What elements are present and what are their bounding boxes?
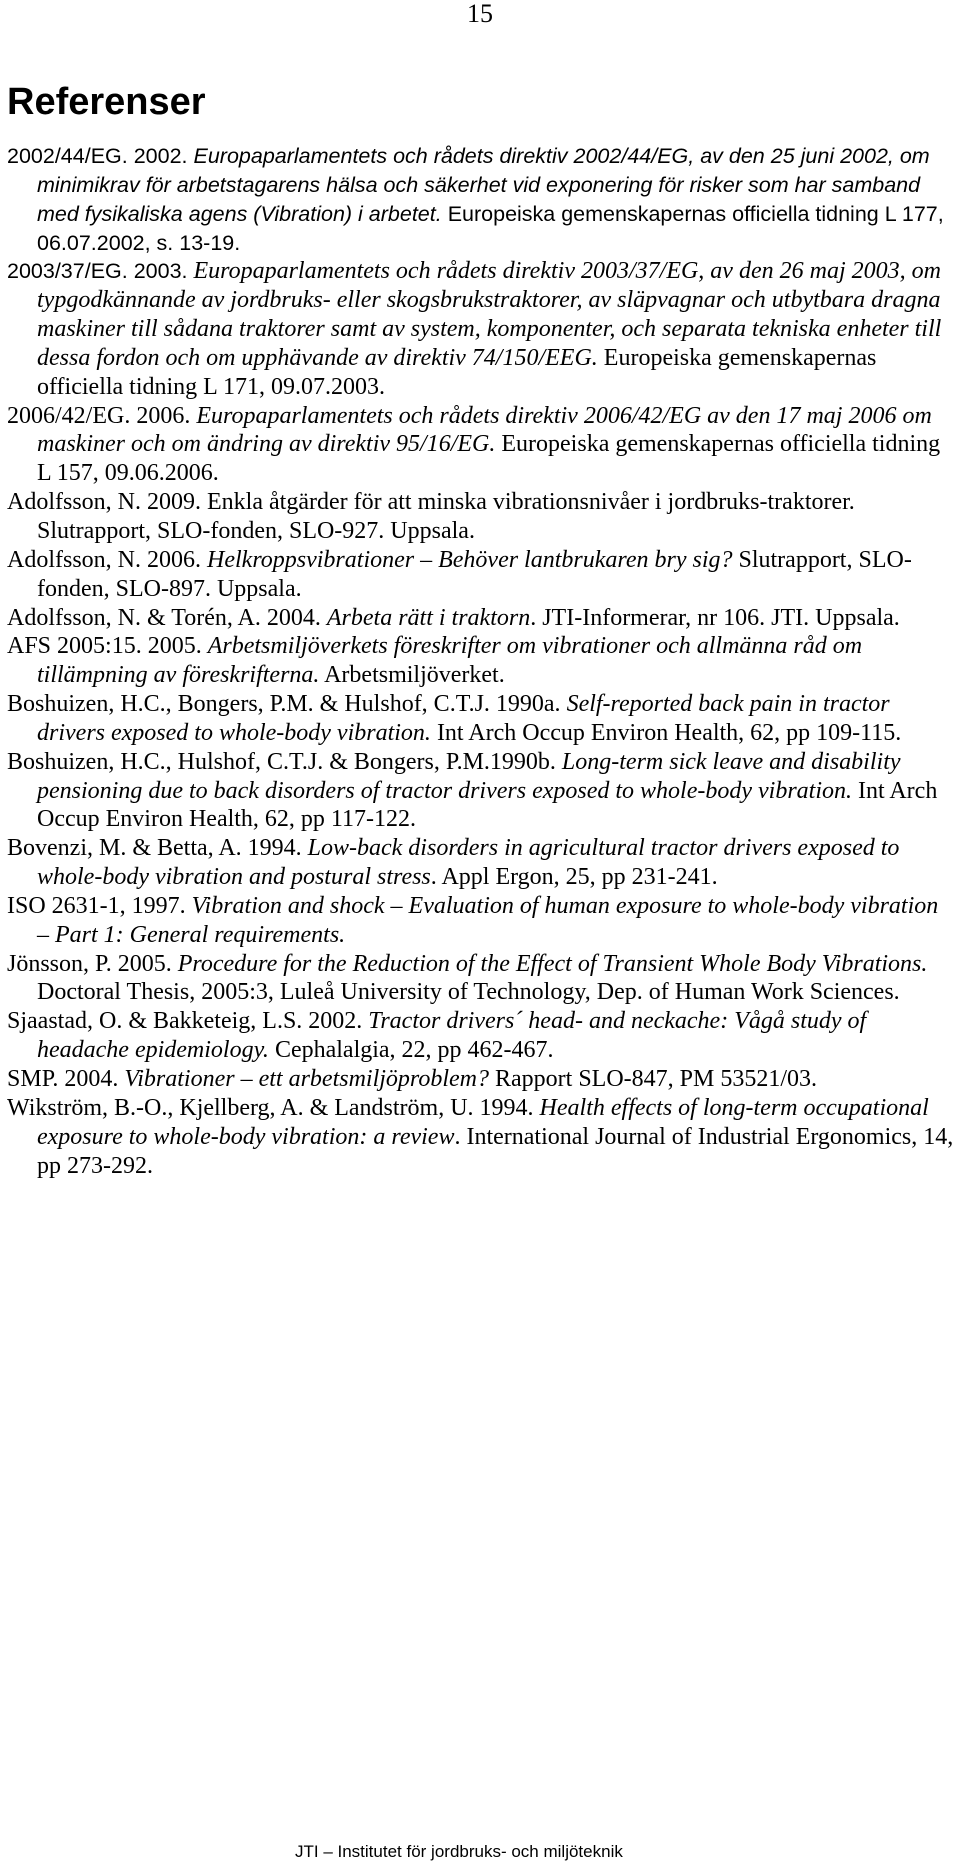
reference-item [7, 604, 955, 633]
reference-title: Europaparlamentets och rådets direktiv 2002/44/EG, av den 25 juni 2002, om minimikrav för arbetstagarens hälsa och säkerhet vid exponering för risker som har samband med fysikaliska agens (Vibration) i arbetet. [37, 144, 930, 226]
reference-title: Tractor drivers´ head- and neckache: Vågå study of headache epidemiology. [37, 1008, 867, 1064]
reference-title: Europaparlamentets och rådets direktiv 2006/42/EG av den 17 maj 2006 om maskiner och om ändring av direktiv 95/16/EG. [37, 402, 932, 458]
reference-item [7, 950, 955, 1008]
reference-source: Europeiska gemenskapernas officiella tidning L 177, 06.07.2002, s. 13-19. [37, 201, 944, 255]
reference-lead: ISO 2631-1, 1997. [7, 892, 192, 919]
reference-item [7, 690, 955, 748]
reference-source: Int Arch Occup Environ Health, 62, pp 109-115. [430, 719, 902, 746]
reference-lead: Wikström, B.-O., Kjellberg, A. & Landström, U. 1994. [7, 1094, 540, 1121]
reference-lead: Boshuizen, H.C., Hulshof, C.T.J. & Bongers, P.M.1990b. [7, 748, 562, 775]
reference-source: Europeiska gemenskapernas officiella tidning L 171, 09.07.2003. [37, 344, 877, 400]
reference-item [7, 546, 955, 604]
reference-lead: 2002/44/EG. 2002. [7, 144, 194, 168]
reference-title: Vibrationer – ett arbetsmiljöproblem? [124, 1066, 490, 1092]
reference-lead: 2006/42/EG. 2006. [7, 402, 197, 429]
reference-item [7, 834, 955, 892]
reference-source: Europeiska gemenskapernas officiella tidning L 157, 09.06.2006. [37, 431, 941, 487]
reference-source: . JTI-Informerar, nr 106. JTI. Uppsala. [530, 604, 900, 631]
page-number: 15 [467, 0, 493, 28]
reference-source: Rapport SLO-847, PM 53521/03. [489, 1066, 818, 1092]
reference-item [7, 632, 955, 690]
reference-item [7, 1065, 955, 1094]
reference-lead: Adolfsson, N. 2009. [7, 489, 208, 516]
reference-source: Arbetsmiljöverket. [319, 662, 505, 689]
reference-title: Arbeta rätt i traktorn [326, 604, 531, 631]
page-title: Referenser [7, 81, 206, 123]
reference-lead: Boshuizen, H.C., Bongers, P.M. & Hulshof, C.T.J. 1990a. [7, 691, 567, 718]
reference-item [7, 1094, 955, 1181]
reference-lead: AFS 2005:15. 2005. [7, 633, 208, 660]
reference-title: Long-term sick leave and disability pensioning due to back disorders of tractor drivers exposed to whole-body vibration. [37, 748, 901, 804]
reference-source: . International Journal of Industrial Ergonomics, 14, pp 273-292. [37, 1123, 954, 1179]
reference-item [7, 1007, 955, 1065]
reference-item [7, 257, 955, 401]
reference-item [7, 892, 955, 950]
reference-lead: Adolfsson, N. & Torén, A. 2004. [7, 604, 327, 631]
reference-title: Europaparlamentets och rådets direktiv 2003/37/EG, av den 26 maj 2003, om typgodkännande av jordbruks- eller skogsbrukstraktorer, av släpvagnar och utbytbara dragna maskiner till sådana traktorer samt av system, komponenter, och separata tekniska enheter till dessa fordon och om upphävande av direktiv 74/150/EEG. [37, 258, 942, 371]
page-footer: JTI – Institutet för jordbruks- och miljöteknik [295, 1842, 623, 1861]
reference-item [7, 142, 955, 257]
reference-lead: Adolfsson, N. 2006. [7, 546, 208, 573]
reference-source: Doctoral Thesis, 2005:3, Luleå University of Technology, Dep. of Human Work Sciences. [37, 979, 900, 1006]
reference-source: Int Arch Occup Environ Health, 62, pp 117-122. [37, 777, 938, 833]
reference-lead: SMP. 2004. [7, 1066, 125, 1092]
reference-title: Procedure for the Reduction of the Effect of Transient Whole Body Vibrations. [177, 950, 928, 977]
reference-item [7, 402, 955, 489]
reference-item [7, 748, 955, 835]
reference-source: Cephalalgia, 22, pp 462-467. [268, 1037, 554, 1064]
reference-title: Helkroppsvibrationer – Behöver lantbrukaren bry sig? [207, 546, 733, 573]
reference-source: Slutrapport, SLO-fonden, SLO-897. Uppsala. [37, 546, 912, 602]
reference-title: Vibration and shock – Evaluation of human exposure to whole-body vibration – Part 1: General requirements. [37, 892, 939, 948]
reference-source: Enkla åtgärder för att minska vibrationsnivåer i jordbruks-traktorer. Slutrapport, SLO-fonden, SLO-927. Uppsala. [37, 489, 855, 544]
reference-item [7, 488, 955, 546]
reference-title: Low-back disorders in agricultural tractor drivers exposed to whole-body vibration and postural stress [37, 835, 900, 891]
reference-lead: 2003/37/EG. 2003. [7, 259, 194, 284]
reference-title: Arbetsmiljöverkets föreskrifter om vibrationer och allmänna råd om tillämpning av föreskrifterna. [37, 633, 863, 689]
reference-title: Health effects of long-term occupational exposure to whole-body vibration: a review [37, 1094, 929, 1150]
reference-title: Self-reported back pain in tractor drivers exposed to whole-body vibration. [37, 691, 890, 746]
reference-lead: Jönsson, P. 2005. [7, 950, 178, 977]
reference-lead: Bovenzi, M. & Betta, A. 1994. [7, 835, 308, 862]
reference-lead: Sjaastad, O. & Bakketeig, L.S. 2002. [7, 1008, 369, 1035]
reference-source: . Appl Ergon, 25, pp 231-241. [430, 864, 718, 891]
reference-list [7, 142, 955, 1180]
